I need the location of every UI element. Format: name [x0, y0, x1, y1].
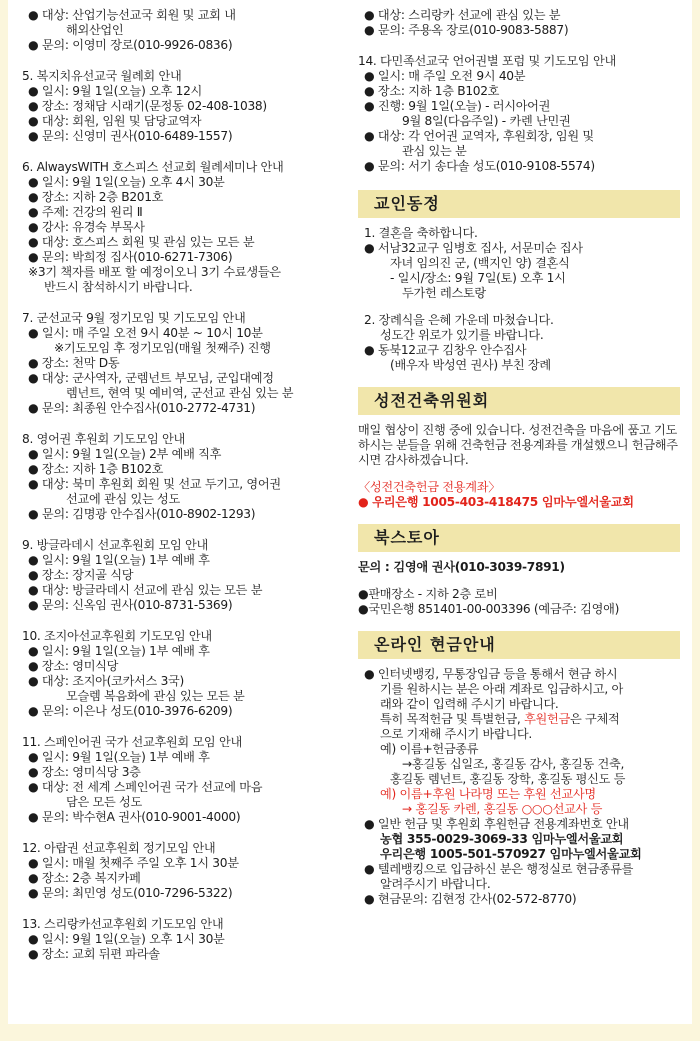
left-announcement	[22, 629, 352, 719]
announcement-title: 13. 스리랑카선교후원회 기도모임 안내	[22, 917, 224, 931]
online-telebanking	[358, 862, 680, 907]
online-account-nonghyup: 농협 355-0029-3069-33 임마누엘서울교회	[380, 832, 624, 846]
right-announcements	[358, 8, 680, 174]
announcement-line: ※3기 책자를 배포 할 예정이오니 3기 수료생들은	[28, 265, 281, 279]
bookstore-contact: 문의 : 김영애 권사(010-3039-7891)	[358, 560, 565, 574]
announcement-line: 렘넌트, 현역 및 예비역, 군선교 관심 있는 분	[66, 386, 294, 400]
announcement-line: ● 대상: 북미 후원회 회원 및 선교 두기고, 영어권	[28, 477, 281, 491]
online-accounts-intro: ● 일반 헌금 및 후원회 후원헌금 전용계좌번호 안내	[364, 817, 629, 831]
wedding-line: - 일시/장소: 9월 7일(토) 오후 1시	[390, 271, 566, 285]
announcement-line: ● 문의: 최종원 안수집사(010-2772-4731)	[28, 401, 256, 415]
announcement-title: 6. AlwaysWITH 호스피스 선교회 월례세미나 안내	[22, 160, 284, 174]
right-announcement	[358, 8, 680, 38]
announcement-line: 모슬렘 복음화에 관심 있는 모든 분	[66, 689, 245, 703]
announcement-line: ● 문의: 신영미 권사(010-6489-1557)	[28, 129, 233, 143]
announcement-line: ● 대상: 스리랑카 선교에 관심 있는 분	[364, 8, 561, 22]
announcement-line: ● 문의: 서기 송다솔 성도(010-9108-5574)	[364, 159, 595, 173]
funeral-line: (배우자 박성연 권사) 부친 장례	[390, 358, 551, 372]
announcement-title: 5. 복지치유선교국 월례회 안내	[22, 69, 182, 83]
announcement-line: ● 문의: 최민영 성도(010-7296-5322)	[28, 886, 233, 900]
church-news-heading: 교인동정	[358, 190, 680, 218]
announcement-line: 반드시 참석하시기 바랍니다.	[44, 280, 193, 294]
announcement-line: ● 강사: 유경숙 부목사	[28, 220, 145, 234]
online-example-2a: → 홍길동 카렌, 홍길동 ○○○선교사 등	[402, 802, 603, 816]
announcement-line: ● 문의: 신옥임 권사(010-8731-5369)	[28, 598, 233, 612]
announcement-line: ● 일시: 9월 1일(오늘) 1부 예배 후	[28, 750, 210, 764]
announcement-line: ● 일시: 9월 1일(오늘) 오후 4시 30분	[28, 175, 225, 189]
online-special-line2: 으로 기재해 주시기 바랍니다.	[380, 727, 532, 741]
bookstore-heading: 북스토아	[358, 524, 680, 552]
left-announcement	[22, 538, 352, 613]
announcement-line: ● 주제: 건강의 원리 Ⅱ	[28, 205, 143, 219]
funeral-line: 2. 장례식을 은혜 가운데 마쳤습니다.	[364, 313, 554, 327]
announcement-line: ● 일시: 9월 1일(오늘) 오후 12시	[28, 84, 202, 98]
building-committee-heading: 성전건축위원회	[358, 387, 680, 415]
announcement-line: ※기도모임 후 정기모임(매월 첫째주) 진행	[54, 341, 271, 355]
announcement-title: 12. 아랍권 선교후원회 정기모임 안내	[22, 841, 216, 855]
announcement-line: ● 일시: 매 주일 오전 9시 40분	[364, 69, 526, 83]
announcement-title: 7. 군선교국 9월 정기모임 및 기도모임 안내	[22, 311, 246, 325]
online-tele-line: ● 현금문의: 김현정 간사(02-572-8770)	[364, 892, 577, 906]
announcement-line: ● 장소: 천막 D동	[28, 356, 120, 370]
announcement-line: ● 장소: 영미식당	[28, 659, 119, 673]
online-example-1: 예) 이름+헌금종류	[380, 742, 479, 756]
funeral-line: 성도간 위로가 있기를 바랍니다.	[380, 328, 544, 342]
left-announcement	[22, 432, 352, 522]
announcement-line: ● 장소: 정채담 시래기(문정동 02-408-1038)	[28, 99, 267, 113]
left-announcement	[22, 735, 352, 825]
special-red: 후원헌금	[524, 712, 570, 726]
online-example-2: 예) 이름+후원 나라명 또는 후원 선교사명	[380, 787, 596, 801]
bookstore-section	[358, 524, 680, 617]
announcement-line: ● 문의: 박희정 집사(010-6271-7306)	[28, 250, 233, 264]
announcement-line: ● 일시: 매월 첫째주 주일 오후 1시 30분	[28, 856, 239, 870]
announcement-line: ● 대상: 조지아(코카서스 3국)	[28, 674, 184, 688]
special-pre: 특히 목적헌금 및 특별헌금,	[380, 712, 525, 726]
left-announcement	[22, 917, 352, 962]
announcement-line: ● 장소: 교회 뒤편 파라솔	[28, 947, 160, 961]
left-column	[22, 8, 352, 978]
announcement-line: ● 대상: 산업기능선교국 회원 및 교회 내	[28, 8, 236, 22]
funeral-notice	[358, 313, 680, 373]
left-announcement	[22, 311, 352, 416]
announcement-line: ● 일시: 9월 1일(오늘) 1부 예배 후	[28, 553, 210, 567]
announcement-line: ● 대상: 각 언어권 교역자, 후원회장, 임원 및	[364, 129, 594, 143]
funeral-line: ● 동북12교구 김창우 안수집사	[364, 343, 527, 357]
announcement-line: ● 장소: 2층 복지카페	[28, 871, 141, 885]
announcement-line: ● 대상: 회원, 임원 및 담당교역자	[28, 114, 202, 128]
wedding-line: 1. 결혼을 축하합니다.	[364, 226, 478, 240]
announcement-line: ● 진행: 9월 1일(오늘) - 러시아어권	[364, 99, 551, 113]
announcement-line: ● 장소: 지하 1층 B102호	[28, 462, 164, 476]
church-news-section	[358, 190, 680, 373]
online-offering-section	[358, 631, 680, 907]
wedding-line: 자녀 임의진 군, (백지인 양) 결혼식	[390, 256, 570, 270]
announcement-line: 선교에 관심 있는 성도	[66, 492, 180, 506]
announcement-line: ● 대상: 전 세계 스페인어권 국가 선교에 마음	[28, 780, 263, 794]
special-post: 은 구체적	[569, 712, 620, 726]
announcement-line: ● 문의: 이은나 성도(010-3976-6209)	[28, 704, 233, 718]
wedding-line: ● 서남32교구 임병호 집사, 서문미순 집사	[364, 241, 583, 255]
left-announcement	[22, 841, 352, 901]
announcement-line: 관심 있는 분	[402, 144, 467, 158]
announcement-line: ● 장소: 영미식당 3층	[28, 765, 141, 779]
wedding-notice	[358, 226, 680, 301]
building-account-title: 〈성전건축헌금 전용계좌〉	[358, 480, 501, 494]
online-account-woori: 우리은행 1005-501-570927 임마누엘서울교회	[380, 847, 642, 861]
announcement-line: ● 장소: 지하 2층 B201호	[28, 190, 164, 204]
announcement-line: ● 장소: 지하 1층 B102호	[364, 84, 500, 98]
left-announcement	[22, 160, 352, 295]
announcement-line: ● 일시: 9월 1일(오늘) 1부 예배 후	[28, 644, 210, 658]
announcement-line: ● 문의: 이영미 장로(010-9926-0836)	[28, 38, 233, 52]
online-example-1a: →홍길동 십일조, 홍길동 감사, 홍길동 건축,	[402, 757, 625, 771]
announcement-title: 9. 방글라데시 선교후원회 모임 안내	[22, 538, 208, 552]
building-committee-text: 매일 협상이 진행 중에 있습니다. 성전건축을 마음에 품고 기도하시는 분들을 위해 건축헌금 전용계좌를 개설했으니 헌금해주시면 감사하겠습니다.	[358, 423, 678, 467]
left-announcement	[22, 8, 352, 53]
bookstore-account: ●국민은행 851401-00-003396 (예금주: 김영애)	[358, 602, 620, 616]
bookstore-location: ●판매장소 - 지하 2층 로비	[358, 587, 498, 601]
announcement-title: 11. 스페인어권 국가 선교후원회 모임 안내	[22, 735, 242, 749]
announcement-line: ● 문의: 주용옥 장로(010-9083-5887)	[364, 23, 569, 37]
announcement-line: ● 문의: 박수현A 권사(010-9001-4000)	[28, 810, 241, 824]
online-tele-line: 알려주시기 바랍니다.	[380, 877, 491, 891]
announcement-title: 14. 다민족선교국 언어권별 포럼 및 기도모임 안내	[358, 54, 616, 68]
announcement-line: ● 일시: 매 주일 오전 9시 40분 ~ 10시 10분	[28, 326, 263, 340]
building-committee-section	[358, 387, 680, 510]
announcement-line: ● 문의: 김명광 안수집사(010-8902-1293)	[28, 507, 256, 521]
announcement-line: ● 일시: 9월 1일(오늘) 2부 예배 직후	[28, 447, 222, 461]
online-offering-heading: 온라인 현금안내	[358, 631, 680, 659]
online-intro-line: ● 인터넷뱅킹, 무통장입금 등을 통해서 현금 하시	[364, 667, 618, 681]
announcement-line: ● 대상: 방글라데시 선교에 관심 있는 모든 분	[28, 583, 263, 597]
online-example-1b: 홍길동 렘넌트, 홍길동 장학, 홍길동 평신도 등	[390, 772, 626, 786]
announcement-line: ● 대상: 군사역자, 군렘넌트 부모님, 군입대예정	[28, 371, 274, 385]
announcement-title: 10. 조지아선교후원회 기도모임 안내	[22, 629, 212, 643]
announcement-line: ● 일시: 9월 1일(오늘) 오후 1시 30분	[28, 932, 225, 946]
online-intro-line: 기를 원하시는 분은 아래 계좌로 입금하시고, 아	[380, 682, 624, 696]
announcement-title: 8. 영어권 후원회 기도모임 안내	[22, 432, 186, 446]
right-announcement	[358, 54, 680, 174]
announcement-line: 해외산업인	[66, 23, 124, 37]
building-account: ● 우리은행 1005-403-418475 임마누엘서울교회	[358, 495, 634, 509]
online-tele-line: ● 텔레뱅킹으로 입금하신 분은 행정실로 현금종류를	[364, 862, 634, 876]
announcement-line: ● 장소: 장지골 식당	[28, 568, 134, 582]
online-intro	[358, 667, 680, 712]
left-announcement	[22, 69, 352, 144]
online-intro-line: 래와 같이 입력해 주시기 바랍니다.	[380, 697, 559, 711]
online-special-line	[358, 712, 680, 727]
right-column	[358, 8, 680, 907]
announcement-line: 담은 모든 성도	[66, 795, 142, 809]
announcement-line: ● 대상: 호스피스 회원 및 관심 있는 모든 분	[28, 235, 255, 249]
wedding-line: 두가헌 레스토랑	[402, 286, 486, 300]
announcement-line: 9월 8일(다음주일) - 카렌 난민권	[402, 114, 571, 128]
